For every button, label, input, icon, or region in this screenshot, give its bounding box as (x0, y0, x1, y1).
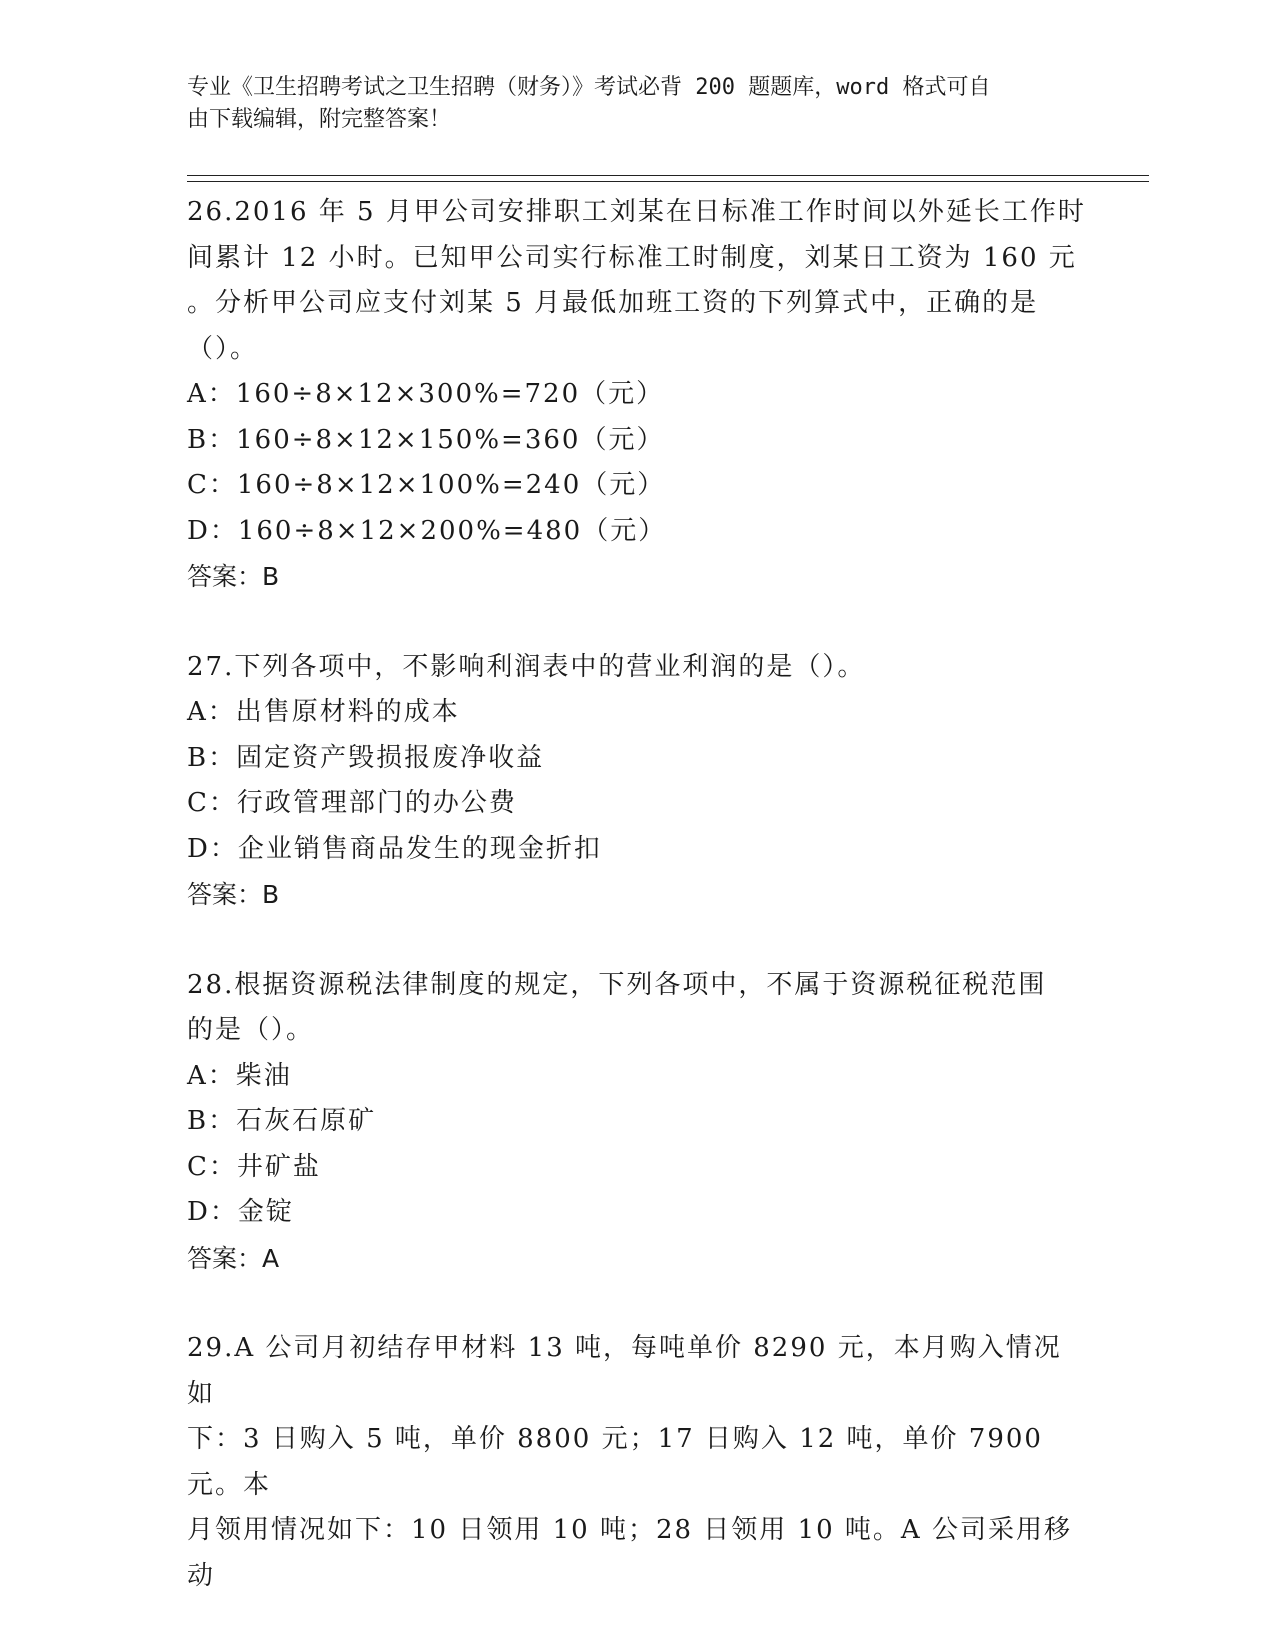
question-spacer (187, 918, 1087, 963)
question-26 (187, 190, 1087, 600)
option-b: B：石灰石原矿 (187, 1106, 377, 1136)
answer-line: 答案：B (187, 880, 280, 909)
header-rule-bottom (187, 181, 1149, 182)
question-spacer (187, 600, 1087, 645)
answer-line: 答案：B (187, 562, 280, 591)
header-line-1: 专业《卫生招聘考试之卫生招聘（财务）》考试必背 200 题题库，word 格式可自 (187, 75, 991, 100)
question-stem-line: 。分析甲公司应支付刘某 5 月最低加班工资的下列算式中，正确的是 (187, 288, 1039, 318)
question-28 (187, 963, 1087, 1282)
option-d: D：160÷8×12×200%=480（元） (187, 515, 667, 546)
answer-line: 答案：A (187, 1243, 280, 1273)
option-a: A：160÷8×12×300%=720（元） (187, 379, 665, 409)
option-d: D：企业销售商品发生的现金折扣 (187, 833, 602, 864)
question-stem-line: 月领用情况如下：10 日领用 10 吨；28 日领用 10 吨。A 公司采用移动 (187, 1515, 1072, 1591)
question-stem-line: 27.下列各项中，不影响利润表中的营业利润的是（）。 (187, 651, 866, 682)
question-stem-line: 间累计 12 小时。已知甲公司实行标准工时制度，刘某日工资为 160 元 (187, 242, 1077, 273)
option-a: A：柴油 (187, 1060, 292, 1091)
question-spacer (187, 1281, 1087, 1326)
header-rule-top (187, 175, 1149, 176)
option-b: B：固定资产毁损报废净收益 (187, 742, 545, 773)
question-stem-line: （）。 (187, 333, 259, 364)
option-b: B：160÷8×12×150%=360（元） (187, 424, 665, 455)
option-c: C：井矿盐 (187, 1151, 321, 1182)
question-stem-line: 26.2016 年 5 月甲公司安排职工刘某在日标准工作时间以外延长工作时 (187, 197, 1086, 227)
question-stem-line: 的是（）。 (187, 1015, 315, 1045)
document-header (187, 72, 1087, 136)
question-list (187, 190, 1087, 1599)
question-stem-line: 28.根据资源税法律制度的规定，下列各项中，不属于资源税征税范围 (187, 969, 1047, 1000)
question-29 (187, 1326, 1087, 1599)
option-c: C：160÷8×12×100%=240（元） (187, 470, 666, 500)
header-line-2: 由下载编辑，附完整答案！ (187, 107, 452, 132)
question-stem-line: 下：3 日购入 5 吨，单价 8800 元；17 日购入 12 吨，单价 7900 元。本 (187, 1424, 1043, 1500)
question-27 (187, 645, 1087, 918)
option-c: C：行政管理部门的办公费 (187, 788, 517, 818)
question-stem-line: 29.A 公司月初结存甲材料 13 吨，每吨单价 8290 元，本月购入情况如 (187, 1333, 1062, 1409)
option-d: D：金锭 (187, 1197, 294, 1227)
option-a: A：出售原材料的成本 (187, 697, 460, 727)
